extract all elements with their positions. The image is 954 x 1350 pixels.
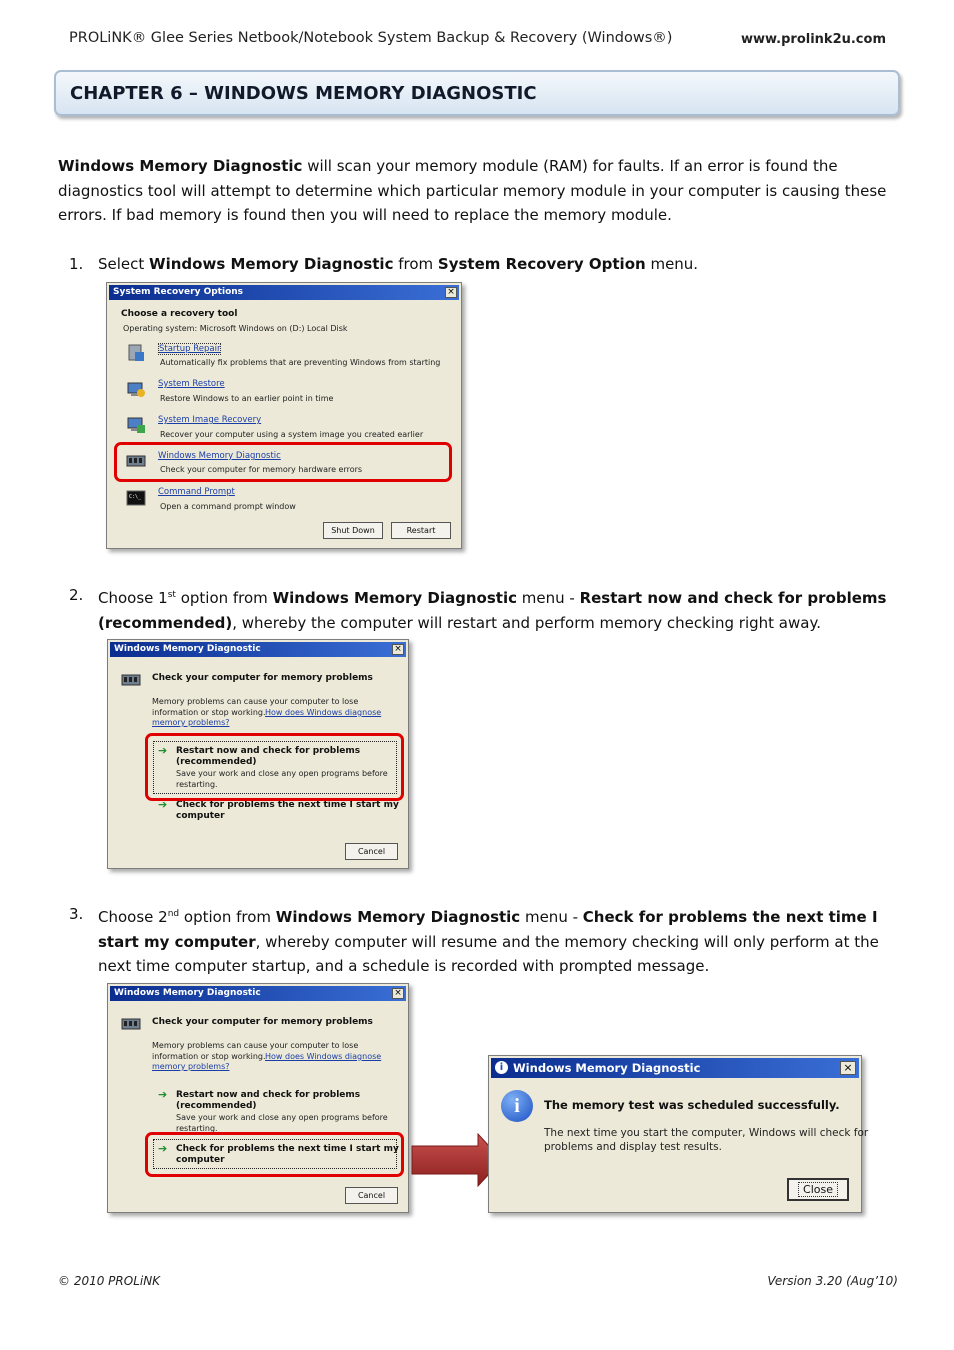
system-restore-icon: [125, 379, 147, 399]
opt1-desc-1: Save your work and close any open programs before: [176, 769, 388, 778]
close-icon[interactable]: ×: [840, 1061, 856, 1075]
step-1-bold-2: System Recovery Option: [437, 255, 646, 273]
step-2: [69, 583, 899, 635]
msg-line-2: problems and display test results.: [544, 1141, 722, 1153]
system-image-recovery-icon: [125, 415, 147, 435]
sro-title: System Recovery Options: [113, 287, 244, 297]
step-3-bold-1: Windows Memory Diagnostic: [275, 908, 521, 926]
wmd-help-link-1[interactable]: How does Windows diagnose: [265, 708, 382, 717]
opt2-computer: computer: [176, 1155, 225, 1165]
svg-text:C:\_: C:\_: [129, 494, 142, 500]
msg-title-bar: [491, 1058, 859, 1078]
msg-title: Windows Memory Diagnostic: [513, 1061, 701, 1075]
wmd-title-bar: [110, 986, 406, 1001]
opt2-computer: computer: [176, 811, 225, 821]
step-2-number: 2.: [69, 586, 84, 604]
desc-command-prompt: Open a command prompt window: [160, 502, 296, 511]
step-3-text-b: option from: [179, 908, 276, 926]
opt1-desc-1: Save your work and close any open programs before: [176, 1113, 388, 1122]
desc-windows-memory-diagnostic: Check your computer for memory hardware errors: [160, 465, 363, 474]
wmd-heading: Check your computer for memory problems: [152, 1017, 373, 1027]
step-3-sup: nd: [167, 909, 180, 919]
step-1: [69, 252, 899, 277]
step-3-number: 3.: [69, 905, 84, 923]
link-windows-memory-diagnostic[interactable]: Windows Memory Diagnostic: [158, 451, 281, 461]
cancel-button[interactable]: Cancel: [345, 843, 398, 860]
step-1-bold-1: Windows Memory Diagnostic: [149, 255, 394, 273]
wmd-help-link-2[interactable]: memory problems?: [152, 1062, 230, 1071]
opt1-recommended: (recommended): [176, 1101, 257, 1111]
step-2-text-d: , whereby the computer will restart and perform memory checking right away.: [232, 613, 821, 632]
green-arrow-icon: ➔: [158, 1142, 168, 1155]
opt1-recommended: (recommended): [176, 757, 257, 767]
sro-title-bar: [109, 285, 459, 300]
step-2-bold-1: Windows Memory Diagnostic: [272, 589, 517, 607]
wmd-heading: Check your computer for memory problems: [152, 673, 373, 683]
intro-text: will scan your memory module (RAM) for faults. If an error is found the diagnostics tool will attempt to determine which particular memory module in your computer is causing these errors. If bad memory is found then you will need to replace the memory module.: [58, 157, 887, 224]
memory-chip-icon: [120, 670, 142, 690]
step-1-text-c: from: [393, 255, 438, 273]
info-icon: i: [495, 1061, 508, 1074]
wmd-help-link-1[interactable]: How does Windows diagnose: [265, 1052, 382, 1061]
wmd-title-bar: [110, 642, 406, 657]
scheduled-message-window: [488, 1055, 869, 1213]
wmd-help-link-2[interactable]: memory problems?: [152, 718, 230, 727]
wmd-info-1: Memory problems can cause your computer to lose: [152, 1041, 359, 1050]
link-system-restore[interactable]: System Restore: [158, 379, 225, 389]
chapter-banner: [54, 70, 900, 116]
system-recovery-options-window: [106, 282, 462, 549]
intro-paragraph: [58, 154, 898, 228]
step-3-bold-2: Check for problems the next time I start my computer: [98, 908, 878, 951]
highlight-check-next-start: [145, 1132, 404, 1177]
wmd-info-1: Memory problems can cause your computer to lose: [152, 697, 359, 706]
desc-startup-repair: Automatically fix problems that are preventing Windows from starting: [160, 358, 441, 367]
step-3-text-a: Choose 2: [98, 908, 168, 926]
close-icon[interactable]: ×: [445, 287, 457, 298]
opt1-desc-2: restarting.: [176, 1124, 218, 1133]
close-button[interactable]: [787, 1178, 849, 1201]
desc-system-restore: Restore Windows to an earlier point in time: [160, 394, 334, 403]
msg-heading: The memory test was scheduled successfully.: [544, 1098, 840, 1112]
wmd-title: Windows Memory Diagnostic: [114, 988, 261, 998]
step-2-sup: st: [167, 590, 176, 600]
highlight-restart-now: [145, 733, 404, 801]
startup-repair-icon: [125, 343, 147, 363]
close-icon[interactable]: ×: [392, 988, 404, 999]
opt2-title[interactable]: Check for problems the next time I start my: [176, 800, 399, 810]
intro-bold: Windows Memory Diagnostic: [58, 157, 303, 175]
step-1-number: 1.: [69, 255, 84, 273]
opt1-title[interactable]: Restart now and check for problems: [176, 1090, 361, 1100]
wmd-info-2: information or stop working.: [152, 1052, 266, 1061]
sro-os: Operating system: Microsoft Windows on (D:) Local Disk: [123, 324, 348, 333]
step-2-text-a: Choose 1: [98, 589, 168, 607]
header-title: PROLiNK® Glee Series Netbook/Notebook System Backup & Recovery (Windows®): [69, 30, 673, 46]
step-2-text-b: option from: [175, 589, 273, 607]
wmd-info-2: information or stop working.: [152, 708, 266, 717]
cancel-button[interactable]: Cancel: [345, 1187, 398, 1204]
step-2-text-c: menu -: [517, 589, 580, 607]
green-arrow-icon: ➔: [158, 798, 168, 811]
step-3-text-c: menu -: [520, 908, 583, 926]
desc-system-image-recovery: Recover your computer using a system image you created earlier: [160, 430, 424, 439]
step-1-text-a: Select: [98, 255, 150, 273]
close-icon[interactable]: ×: [392, 644, 404, 655]
wmd-window-step3: [107, 983, 409, 1213]
msg-line-1: The next time you start the computer, Windows will check for: [544, 1127, 869, 1139]
info-icon: i: [501, 1090, 533, 1122]
footer-copyright: © 2010 PROLiNK: [58, 1274, 161, 1288]
step-3: [69, 902, 899, 979]
opt2-title: Check for problems the next time I start my: [176, 1144, 399, 1154]
green-arrow-icon: ➔: [158, 744, 168, 757]
chapter-title: CHAPTER 6 – WINDOWS MEMORY DIAGNOSTIC: [70, 83, 537, 104]
memory-chip-icon: [120, 1014, 142, 1034]
restart-button[interactable]: Restart: [391, 522, 451, 539]
link-command-prompt[interactable]: Command Prompt: [158, 487, 235, 497]
step-2-bold-2: Restart now and check for problems (recommended): [98, 589, 887, 632]
step-1-text-d: menu.: [645, 255, 699, 273]
green-arrow-icon: ➔: [158, 1088, 168, 1101]
opt1-title: Restart now and check for problems: [176, 746, 361, 756]
command-prompt-icon: [125, 488, 147, 508]
shut-down-button[interactable]: Shut Down: [323, 522, 383, 539]
close-button-label: Close: [798, 1182, 838, 1197]
sro-heading: Choose a recovery tool: [121, 309, 238, 319]
highlight-memory-diagnostic: [114, 442, 452, 482]
link-startup-repair[interactable]: Startup Repair: [159, 344, 221, 354]
header-website: www.prolink2u.com: [740, 32, 886, 47]
step-3-text-d: , whereby computer will resume and the memory checking will only perform at the next time computer startup, and a schedule is recorded with prompted message.: [98, 932, 879, 975]
link-system-image-recovery[interactable]: System Image Recovery: [158, 415, 262, 425]
opt1-desc-2: restarting.: [176, 780, 218, 789]
wmd-title: Windows Memory Diagnostic: [114, 644, 261, 654]
footer-version: Version 3.20 (Aug’10): [767, 1274, 898, 1288]
